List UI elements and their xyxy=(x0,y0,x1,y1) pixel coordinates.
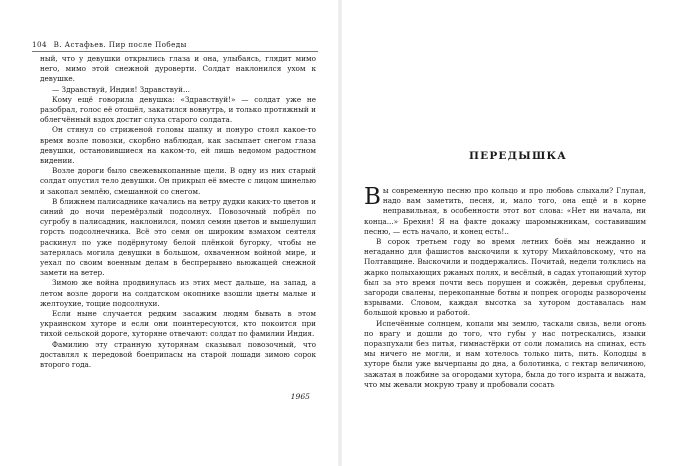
left-text-block xyxy=(40,54,316,370)
running-head-title: В. Астафьев. Пир после Победы xyxy=(53,40,187,49)
paragraph: Зимою же война продвинулась из этих мест дальше, на запад, а летом возле дороги на солдатском окопнике взошли цветы малые и желтоухие, тощие подсолнухи. xyxy=(40,278,316,308)
paragraph: Возле дороги было свежевыкопанные щели. В одну из них старый солдат опустил тело девушки. Он прикрыл её вместе с лицом шинелью и закопал землёю, смешанной со снегом. xyxy=(40,166,316,196)
paragraph: Он стянул со стриженой головы шапку и понуро стоял какое-то время возле повозки, скорбно наблюдая, как засыпает снегом глаза девушки, остановившиеся на каком-то, ей лишь ведомом радостном видении. xyxy=(40,125,316,166)
paragraph: Испечённые солнцем, копали мы землю, таскали связь, вели огонь по врагу и дошли до того, что губы у нас потрескались, языки поразпухали без питья, гимнастёрки от соли ломались на спинах, есть мы ничего не могли, и нам хотелось только пить, пить. Колодцы в хуторе были уже вычерпаны до дна, а болотинка, с гектар величиною, зажатая в ложбине за огородами хутора, была до того изрыта и выжата, что мы жевали мокрую траву и пробовали сосать xyxy=(364,318,646,389)
drop-cap: В xyxy=(364,184,381,210)
paragraph: В ближнем палисаднике качались на ветру дудки каких-то цветов и синий до ночи перемёрзлый подсолнух. Повозочный побрёл по сугробу в палисадник, наклонился, помял семян цветов и вышелушил горсть подсолнечника. Всё это семя он широким взмахом сеятеля раскинул по уже подёрнутому белой плёнкой бугорку, чтобы не затерялась могила девушки в большом, охваченном войной мире, и уехал по своим военным делам в беспрерывно вьюжащей снежной замети на ветер. xyxy=(40,196,316,278)
paragraph: — Здравствуй, Индия! Здравствуй... xyxy=(52,84,190,94)
chapter-title: ПЕРЕДЫШКА xyxy=(469,150,567,162)
paragraph: В сорок третьем году во время летних боёв мы нежданно и негаданно для фашистов выскочили к хутору Михайловскому, что на Полтавщине. Выскочили и поддержались. Почитай, недели толклись на жарко полыхающих ржаных полях, и весёлый, в садах утопающий хутор был за это время почти весь порушен и сожжён, деревья срублены, загороди свалены, перекопанные ботвы и попрек огороды разворочены взрывами. Словом, каждая высотка за хутором доставалась нам большой кровью и работой. xyxy=(364,237,646,318)
right-page xyxy=(340,0,680,466)
first-paragraph xyxy=(364,186,646,237)
paragraph: ный, что у девушки открылись глаза и она, улыбаясь, глядит мимо него, мимо этой снежной дуроверти. Солдат наклонился ухом к девушке. xyxy=(40,54,316,84)
right-text-block xyxy=(364,186,646,390)
paragraph: Фамилию эту странную хуторянам сказывал повозочный, что доставлял к передовой боеприпасы на старой лошади зимою сорок второго года. xyxy=(40,339,316,370)
first-paragraph-text: ы современную песню про кольцо и про любовь слыхали? Глупая, надо вам заметить, песня, и, мало того, она ещё и в корне неправильная, в особенности этот вот слова: «Нет ни начала, ни конца...» Брехня! Я на факте докажу шаромыжникам, составившим песню, — есть начало, и конец есть!.. xyxy=(364,186,646,236)
paragraph: Кому ещё говорила девушка: «Здравствуй!» — солдат уже не разобрал, голос её отошёл, закатился вовнутрь, и только протяжный и облегчённый вздох достиг слуха старого солдата. xyxy=(40,94,316,125)
date-line: 1965 xyxy=(290,392,310,401)
paragraph: Если ныне случается редким засажим людям бывать в этом украинском хуторе и если они поинтересуются, кто покоится при тихой сельской дороге, хуторяне отвечают: солдат по фамилии Индия. xyxy=(40,309,316,339)
page-number: 104 xyxy=(32,40,47,49)
running-head xyxy=(32,40,187,49)
header-rule xyxy=(32,51,318,52)
